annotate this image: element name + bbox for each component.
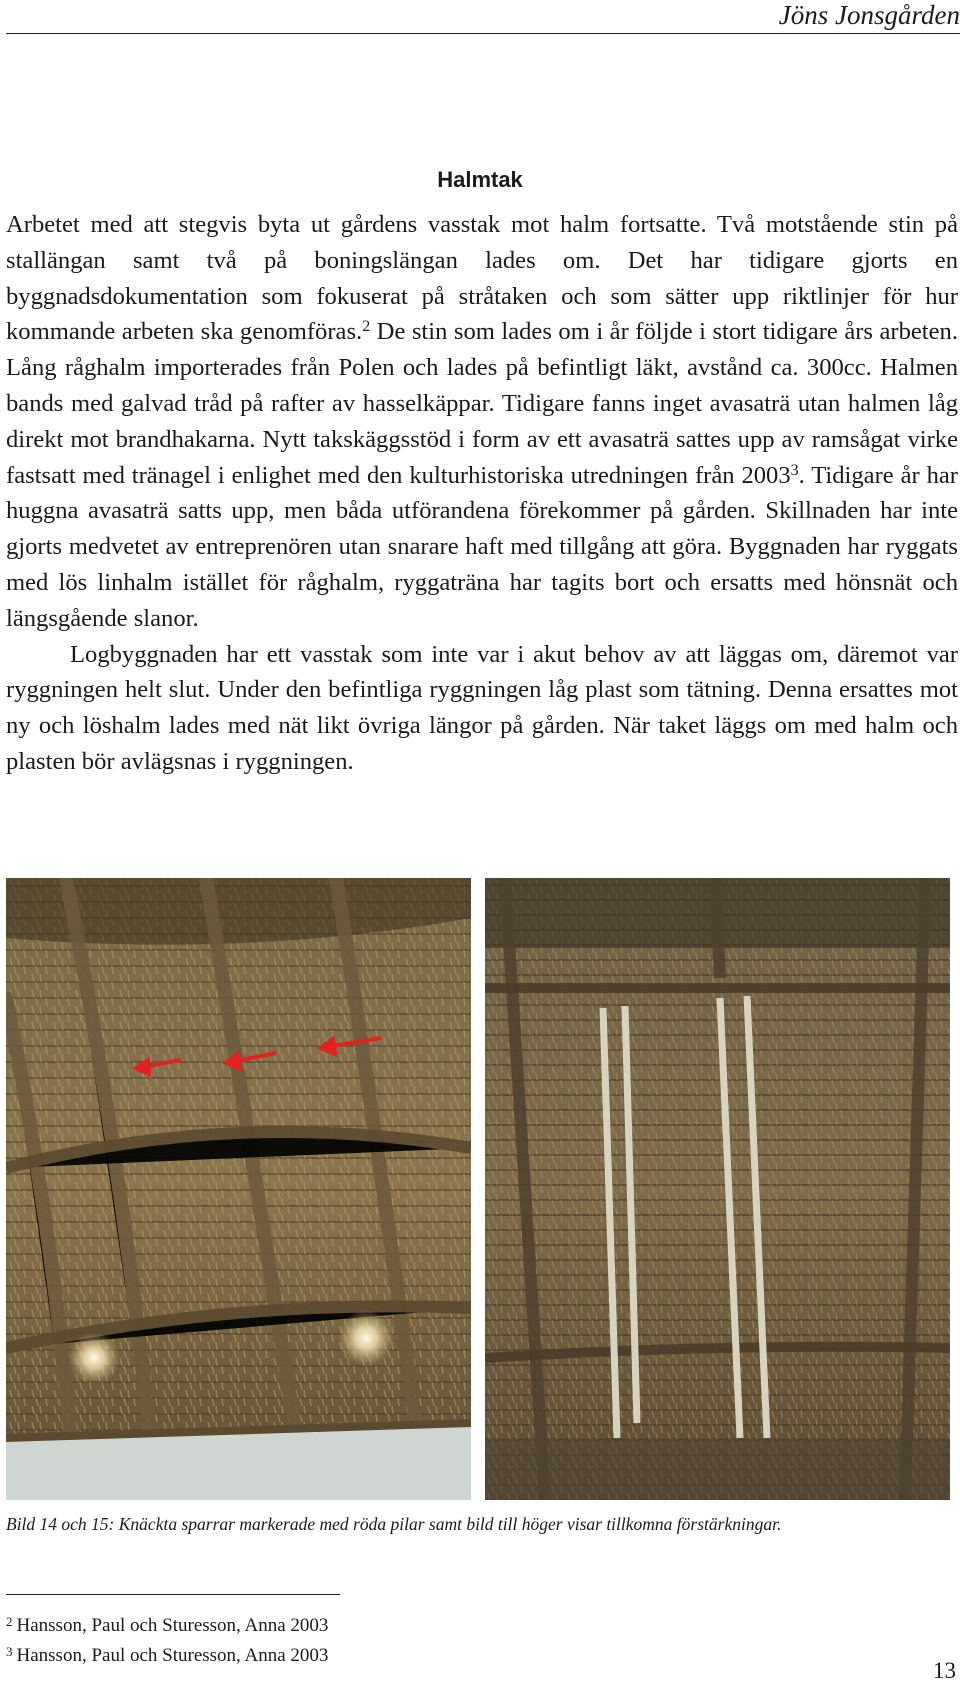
footnote-rule [6, 1594, 340, 1595]
footnote-text: Hansson, Paul och Sturesson, Anna 2003 [16, 1615, 329, 1636]
figure-caption: Bild 14 och 15: Knäckta sparrar markerade med röda pilar samt bild till höger visar tillkomna förstärkningar. [6, 1514, 782, 1534]
footnote-ref-3[interactable]: 3 [790, 461, 799, 479]
roof-photo-left [6, 878, 471, 1500]
paragraph-1-text-a: Arbetet med att stegvis byta ut gårdens vasstak mot halm fortsatte. Två motstående stin på stallängan samt två på boningslängan lades om. Det har tidigare gjorts en byggnadsdokumentation som fokuserat på stråtaken och som sätter upp riktlinjer för hur kommande arbeten ska genomföras. [6, 211, 958, 346]
footnotes [6, 1609, 328, 1669]
footnote-number: 3 [6, 1644, 13, 1659]
paragraph-1-text-b: De stin som lades om i år följde i stort tidigare års arbeten. Lång råghalm importerades från Polen och lades på befintligt läkt, avstånd ca. 300cc. Halmen bands med galvad tråd på rafter av hasselkäppar. Tidigare fanns inget avasaträ utan halmen låg direkt mot brandhakarna. Nytt takskäggsstöd i form av ett avasaträ sattes upp av ramsågat virke fastsatt med tränagel i enlighet med den kulturhistoriska utredningen från 2003 [6, 318, 959, 489]
footnote-2 [6, 1609, 328, 1639]
footnote-number: 2 [6, 1614, 13, 1629]
section-heading: Halmtak [437, 167, 523, 192]
footnote-3 [6, 1639, 328, 1669]
footnote-text: Hansson, Paul och Sturesson, Anna 2003 [16, 1645, 329, 1666]
roof-photo-right [485, 878, 950, 1500]
paragraph-2: Logbyggnaden har ett vasstak som inte var i akut behov av att läggas om, däremot var ryggningen helt slut. Under den befintliga ryggningen låg plast som tätning. Denna ersattes mot ny och löshalm lades med nät likt övriga längor på gården. När taket läggs om med halm och plasten bör avlägsnas i ryggningen. [6, 640, 958, 775]
running-header: Jöns Jonsgården [778, 0, 960, 30]
footnote-ref-2[interactable]: 2 [362, 318, 371, 336]
paragraph-1-text-c: . Tidigare år har huggna avasaträ satts upp, men båda utförandena förekommer på gården. Skillnaden har inte gjorts medvetet av entreprenören utan snarare haft med tillgång att göra. Byggnaden har ryggats med lös linhalm istället för råghalm, ryggaträna har tagits bort och ersatts med hönsnät och längsgående slanor. [6, 461, 958, 632]
page-number: 13 [933, 1658, 956, 1683]
body-text [6, 207, 958, 780]
header-rule [6, 33, 960, 34]
paragraph-1 [6, 207, 958, 637]
